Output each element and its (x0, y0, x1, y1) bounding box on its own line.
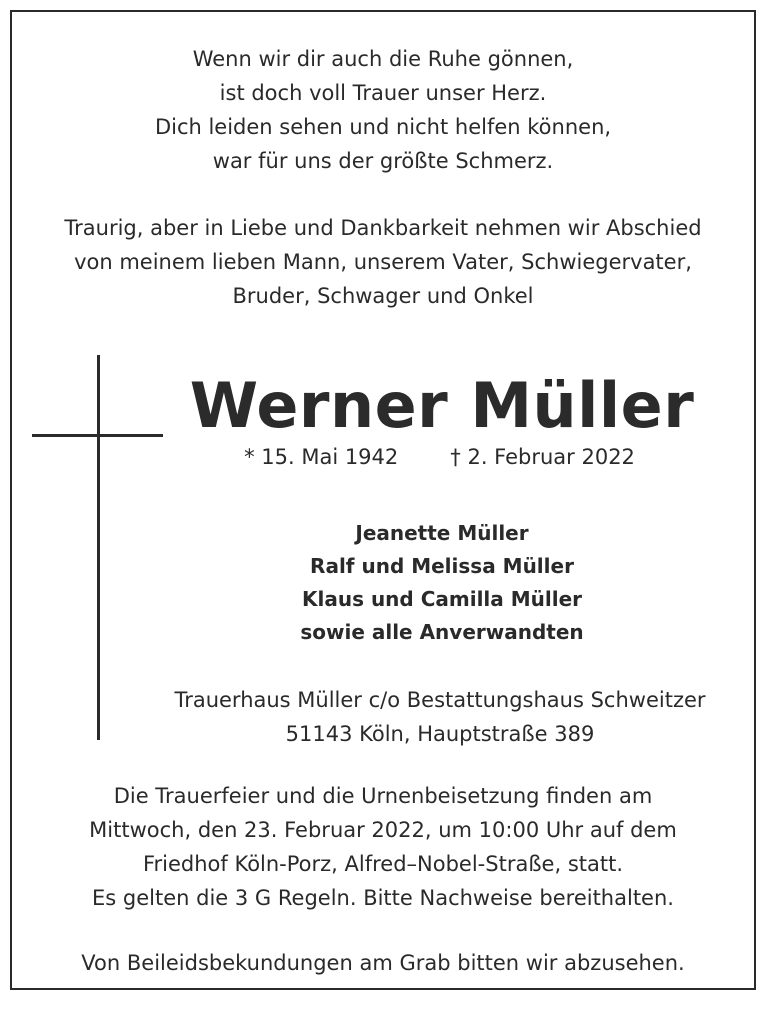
family-member: sowie alle Anverwandten (300, 620, 584, 644)
birth-date: * 15. Mai 1942 (244, 445, 399, 469)
life-dates (12, 440, 766, 474)
ceremony-info (12, 779, 754, 915)
ceremony-line: Friedhof Köln-Porz, Alfred–Nobel-Straße, statt. (142, 852, 624, 876)
poem-line: Wenn wir dir auch die Ruhe gönnen, (192, 47, 574, 71)
ceremony-line: Die Trauerfeier und die Urnenbeisetzung finden am (113, 784, 653, 808)
poem-line: Dich leiden sehen und nicht helfen können, (154, 115, 612, 139)
address-line: 51143 Köln, Hauptstraße 389 (285, 722, 595, 746)
ceremony-line: Es gelten die 3 G Regeln. Bitte Nachweise bereithalten. (92, 886, 674, 910)
address-line: Trauerhaus Müller c/o Bestattungshaus Schweitzer (174, 688, 706, 712)
poem (12, 42, 754, 178)
poem-line: ist doch voll Trauer unser Herz. (219, 81, 547, 105)
ceremony-line: Mittwoch, den 23. Februar 2022, um 10:00 Uhr auf dem (89, 818, 677, 842)
mourning-address (12, 683, 766, 751)
deceased-name: Werner Müller (189, 369, 695, 442)
farewell-line: Bruder, Schwager und Onkel (232, 284, 534, 308)
family-list (12, 517, 766, 649)
farewell-line: von meinem lieben Mann, unserem Vater, Schwiegervater, (74, 250, 692, 274)
closing-line: Von Beileidsbekundungen am Grab bitten wir abzusehen. (81, 951, 685, 975)
farewell-text (12, 211, 754, 313)
obituary-card (10, 10, 756, 990)
farewell-line: Traurig, aber in Liebe und Dankbarkeit nehmen wir Abschied (64, 216, 702, 240)
closing-note (12, 946, 754, 980)
family-member: Ralf und Melissa Müller (310, 554, 574, 578)
family-member: Jeanette Müller (355, 521, 529, 545)
poem-line: war für uns der größte Schmerz. (212, 149, 554, 173)
family-member: Klaus und Camilla Müller (301, 587, 583, 611)
death-date: † 2. Februar 2022 (450, 445, 635, 469)
